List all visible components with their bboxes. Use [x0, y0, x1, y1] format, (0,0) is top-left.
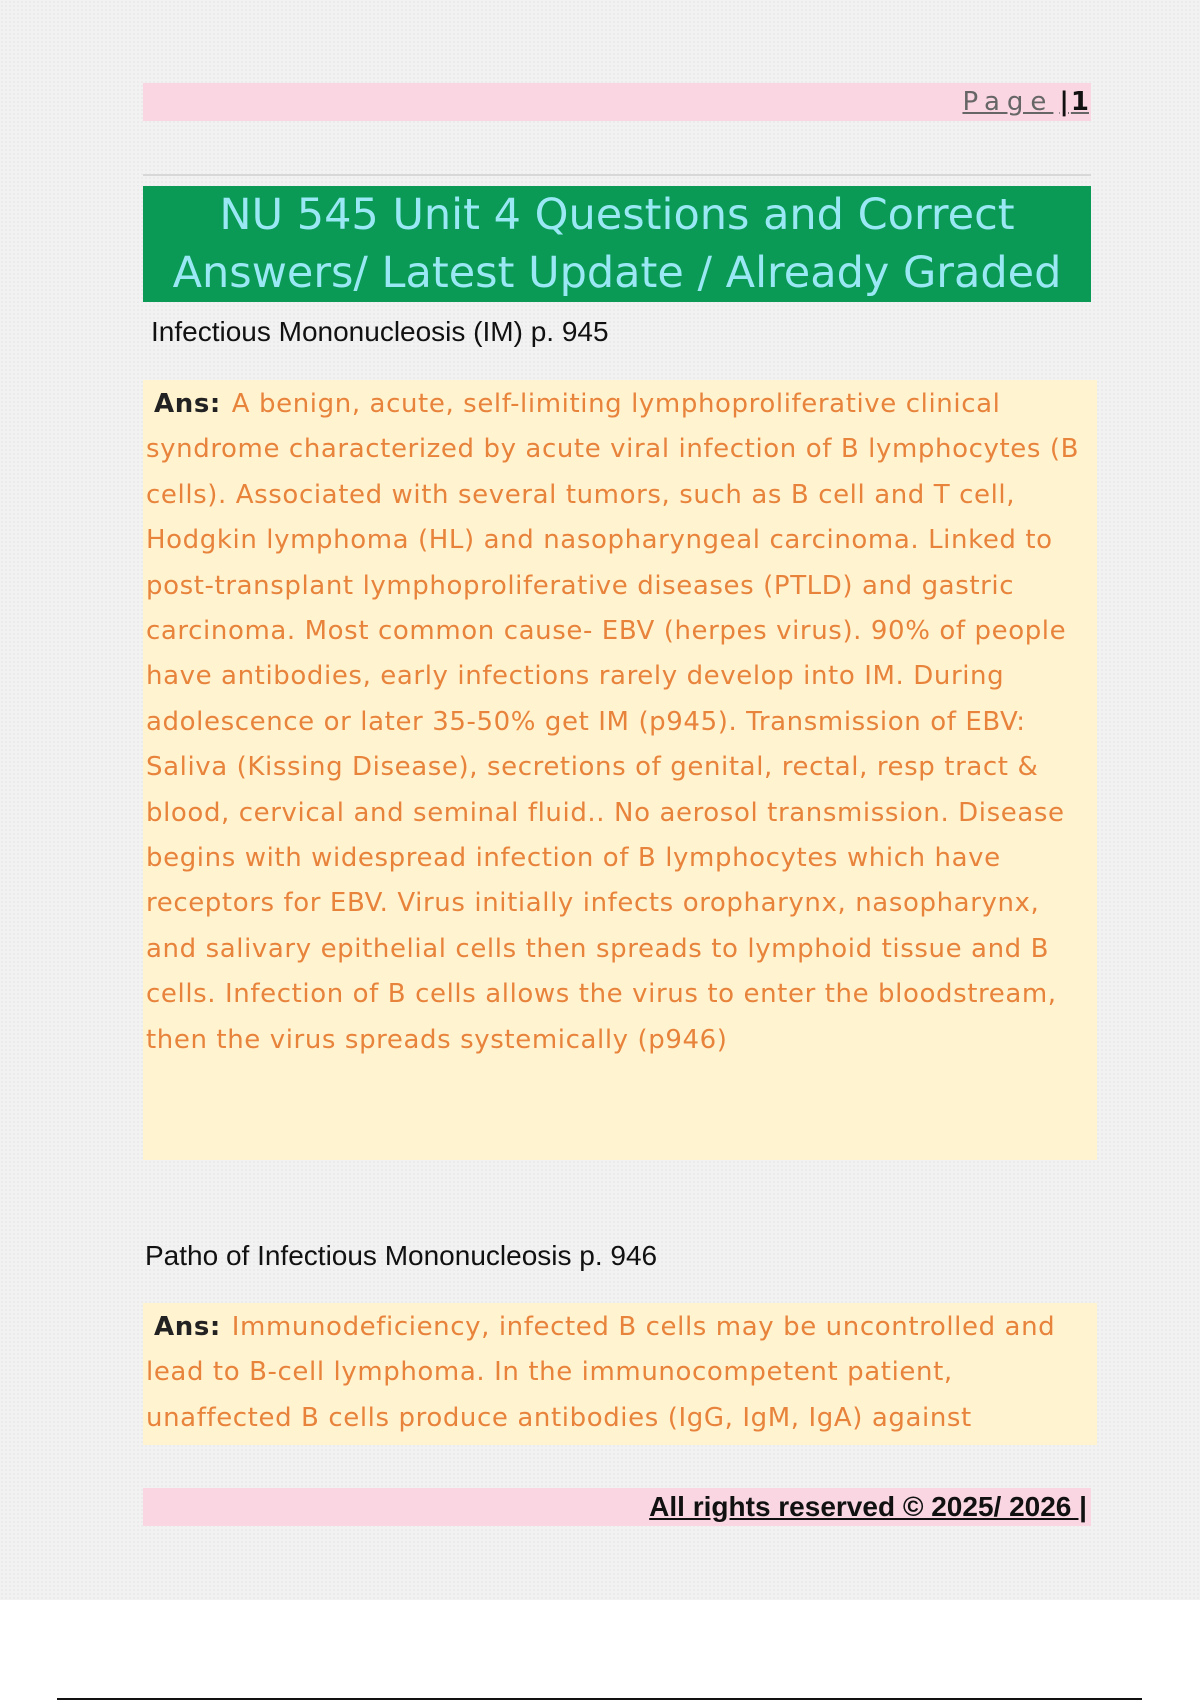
copyright-notice: All rights reserved © 2025/ 2026 |: [649, 1491, 1087, 1522]
page-footer: [143, 1488, 1091, 1526]
question-1: Infectious Mononucleosis (IM) p. 945: [151, 316, 609, 347]
answer-2: [143, 1303, 1097, 1445]
answer-label: Ans:: [154, 389, 221, 419]
header-divider: [143, 174, 1091, 176]
answer-text: Immunodeficiency, infected B cells may be uncontrolled and lead to B-cell lymphoma. In the immunocompetent patient, unaffected B cells produce antibodies (IgG, IgM, IgA) against: [146, 1312, 1056, 1433]
page-separator: |: [1059, 87, 1069, 117]
answer-label: Ans:: [154, 1312, 221, 1342]
page-header: [143, 83, 1091, 121]
document-title: NU 545 Unit 4 Questions and Correct Answers/ Latest Update / Already Graded: [143, 186, 1091, 302]
page-number-indicator: [962, 87, 1089, 117]
page-word: Page: [962, 87, 1054, 117]
question-2: Patho of Infectious Mononucleosis p. 946: [145, 1240, 658, 1271]
answer-text: A benign, acute, self-limiting lymphoproliferative clinical syndrome characterized by acute viral infection of B lymphocytes (B cells). Associated with several tumors, such as B cell and T cell, Hodgkin lymphoma (HL) and nasopharyngeal carcinoma. Linked to post-transplant lymphoproliferative diseases (PTLD) and gastric carcinoma. Most common cause- EBV (herpes virus). 90% of people have antibodies, early infections rarely develop into IM. During adolescence or later 35-50% get IM (p945). Transmission of EBV: Saliva (Kissing Disease), secretions of genital, rectal, resp tract & blood, cervical and seminal fluid.. No aerosol transmission. Disease begins with widespread infection of B lymphocytes which have receptors for EBV. Virus initially infects oropharynx, nasopharynx, and salivary epithelial cells then spreads to lymphoid tissue and B cells. Infection of B cells allows the virus to enter the bloodstream, then the virus spreads systemically (p946): [146, 389, 1080, 1055]
page-number: 1: [1070, 87, 1089, 117]
answer-1: [143, 380, 1097, 1160]
